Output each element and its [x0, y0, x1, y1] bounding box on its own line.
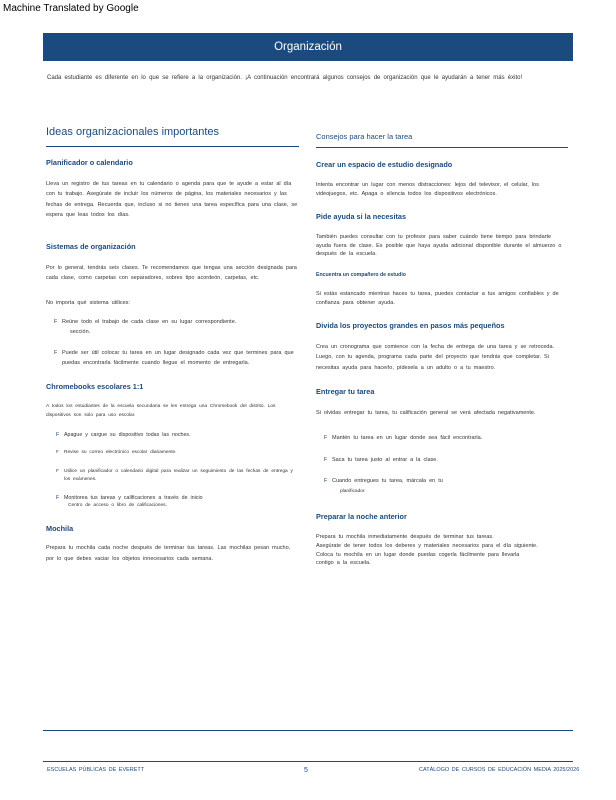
- systems-text-2: No importa qué sistema utilices:: [46, 299, 130, 306]
- list-item: [46, 494, 299, 510]
- prepare-night-text: [316, 533, 568, 567]
- bullet-text: Cuando entregues tu tarea, márcala en tu: [332, 478, 443, 485]
- bullet-text: Saca tu tarea justo al entrar a la clase.: [332, 456, 438, 463]
- bullet-text: Puede ser útil colocar tu tarea en un lugar designado cada vez que termines para que puedas encontrarla fácilmente cuando llegue el momento de entregarla.: [62, 350, 294, 366]
- systems-text: Por lo general, tendrás seis clases. Te recomendamos que tengas una sección designada para cada clase, como carpetas con separadores, sobres tipo acordeón, carpetas, etc.: [46, 265, 297, 282]
- bullet-text: Utilice un planificador o calendario digital para realizar un seguimiento de las fechas de entrega y los exámenes.: [64, 468, 293, 482]
- bullet-text: Monitorea tus tareas y calificaciones a través de inicio: [64, 495, 203, 502]
- ask-help-heading: Pide ayuda si la necesitas: [316, 212, 407, 222]
- chromebooks-heading: Chromebooks escolares 1:1: [46, 382, 144, 392]
- divide-projects-text: Crea un cronograma que comience con la fecha de entrega de una tarea y se retroceda. Luego, con tu agenda, programa cada parte del proyecto que tendrás que completar. Si necesitas ayuda para hacerlo, pídesela a un adulto o a tu maestro.: [316, 344, 555, 371]
- prepare-night-line: Prepara tu mochila inmediatamente después de terminar tus tareas.: [316, 534, 494, 541]
- bullet-text: Apague y cargue su dispositivo todas las noches.: [64, 432, 191, 439]
- footer-divider: [43, 761, 573, 762]
- bullet-marker: F: [56, 432, 60, 439]
- bullet-marker: F: [56, 450, 59, 456]
- prepare-night-line: contigo a la escuela.: [316, 560, 371, 567]
- study-space-text: Intenta encontrar un lugar con menos distracciones: lejos del televisor, el celular, los videojuegos, etc. Apaga o silencia todos los dispositivos electrónicos.: [316, 182, 539, 197]
- list-item: [46, 349, 299, 368]
- list-item: [46, 468, 299, 484]
- right-column-title: Consejos para hacer la tarea: [316, 132, 413, 141]
- bullet-continuation: planificador.: [340, 488, 366, 494]
- bullet-marker: F: [324, 456, 328, 463]
- right-column: [316, 126, 568, 582]
- footer-divider-top: [43, 730, 573, 731]
- footer-catalog-title: CATÁLOGO DE CURSOS DE EDUCACIÓN MEDIA 2025/2026: [419, 767, 580, 773]
- bullet-marker: F: [54, 350, 58, 357]
- bullet-continuation: sección.: [70, 328, 91, 335]
- backpack-text: Prepara tu mochila cada noche después de terminar tus tareas. Las mochilas pesan mucho, por lo que debes vaciar los objetos innecesarios cada semana.: [46, 545, 291, 562]
- bullet-marker: F: [56, 468, 59, 474]
- divide-projects-heading: Divida los proyectos grandes en pasos más pequeños: [316, 321, 505, 331]
- study-space-heading: Crear un espacio de estudio designado: [316, 160, 453, 169]
- chromebooks-text: A todos los estudiantes de la escuela secundaria se les entrega una Chromebook del distrito. Los dispositivos son solo para uso escolar.: [46, 404, 276, 418]
- bullet-marker: F: [56, 495, 60, 502]
- machine-translation-note: Machine Translated by Google: [3, 3, 139, 14]
- footer-school-name: ESCUELAS PÚBLICAS DE EVERETT: [47, 767, 145, 773]
- bullet-marker: F: [54, 319, 58, 326]
- turn-in-text: Si olvidas entregar tu tarea, tu calificación general se verá afectada negativamente.: [316, 410, 536, 417]
- footer-page-number: 5: [304, 767, 308, 774]
- list-item: [46, 431, 299, 439]
- left-column: [46, 126, 299, 578]
- intro-paragraph: Cada estudiante es diferente en lo que se refiere a la organización. ¡A continuación encontrará algunos consejos de organización que le ayudarán a tener más éxito!: [47, 75, 523, 81]
- page-title: Organización: [274, 41, 342, 53]
- bullet-text: Mantén tu tarea en un lugar donde sea fácil encontrarla.: [332, 435, 483, 442]
- list-item: [316, 477, 568, 496]
- bullet-marker: F: [324, 435, 328, 442]
- list-item: [316, 456, 568, 466]
- bullet-text: Revise su correo electrónico escolar diariamente.: [64, 450, 177, 456]
- study-buddy-heading: Encuentra un compañero de estudio: [316, 271, 406, 278]
- bullet-text: Reúne todo el trabajo de cada clase en su lugar correspondiente.: [62, 319, 237, 326]
- study-buddy-text: Si estás estancado mientras haces tu tarea, puedes contactar a tus amigos confiables y de confianza para obtener ayuda.: [316, 290, 559, 306]
- ask-help-text: También puedes consultar con tu profesor para saber cuándo tiene tiempo para brindarte ayuda fuera de clase. Es posible que haya ayuda adicional disponible durante el almuerzo o después de la escuela.: [316, 234, 562, 258]
- planner-text: Lleva un registro de tus tareas en tu calendario o agenda para que te ayude a estar al día con tu trabajo. Asegúrate de incluir los números de página, los materiales necesarios y las fechas de entrega. Recuerda que, incluso si no tienes una tarea específica para una clase, se espera que leas todos los días.: [46, 181, 298, 218]
- left-column-divider: [46, 146, 299, 147]
- prepare-night-line: Asegúrate de tener todos los deberes y materiales necesarios para el día siguiente.: [316, 542, 538, 549]
- prepare-night-line: Coloca tu mochila en un lugar donde puedas cogerla fácilmente para llevarla: [316, 551, 520, 558]
- list-item: [46, 449, 299, 457]
- left-column-title: Ideas organizacionales importantes: [46, 126, 220, 138]
- prepare-night-heading: Preparar la noche anterior: [316, 512, 407, 522]
- planner-heading: Planificador o calendario: [46, 158, 133, 167]
- bullet-continuation: Centro de acceso o libro de calificaciones.: [68, 503, 167, 509]
- bullet-marker: F: [324, 478, 328, 485]
- page-title-banner: [43, 33, 573, 61]
- list-item: [316, 434, 568, 444]
- right-column-divider: [316, 147, 568, 148]
- systems-heading: Sistemas de organización: [46, 242, 136, 252]
- turn-in-heading: Entregar tu tarea: [316, 387, 375, 397]
- list-item: [46, 318, 299, 337]
- backpack-heading: Mochila: [46, 524, 74, 534]
